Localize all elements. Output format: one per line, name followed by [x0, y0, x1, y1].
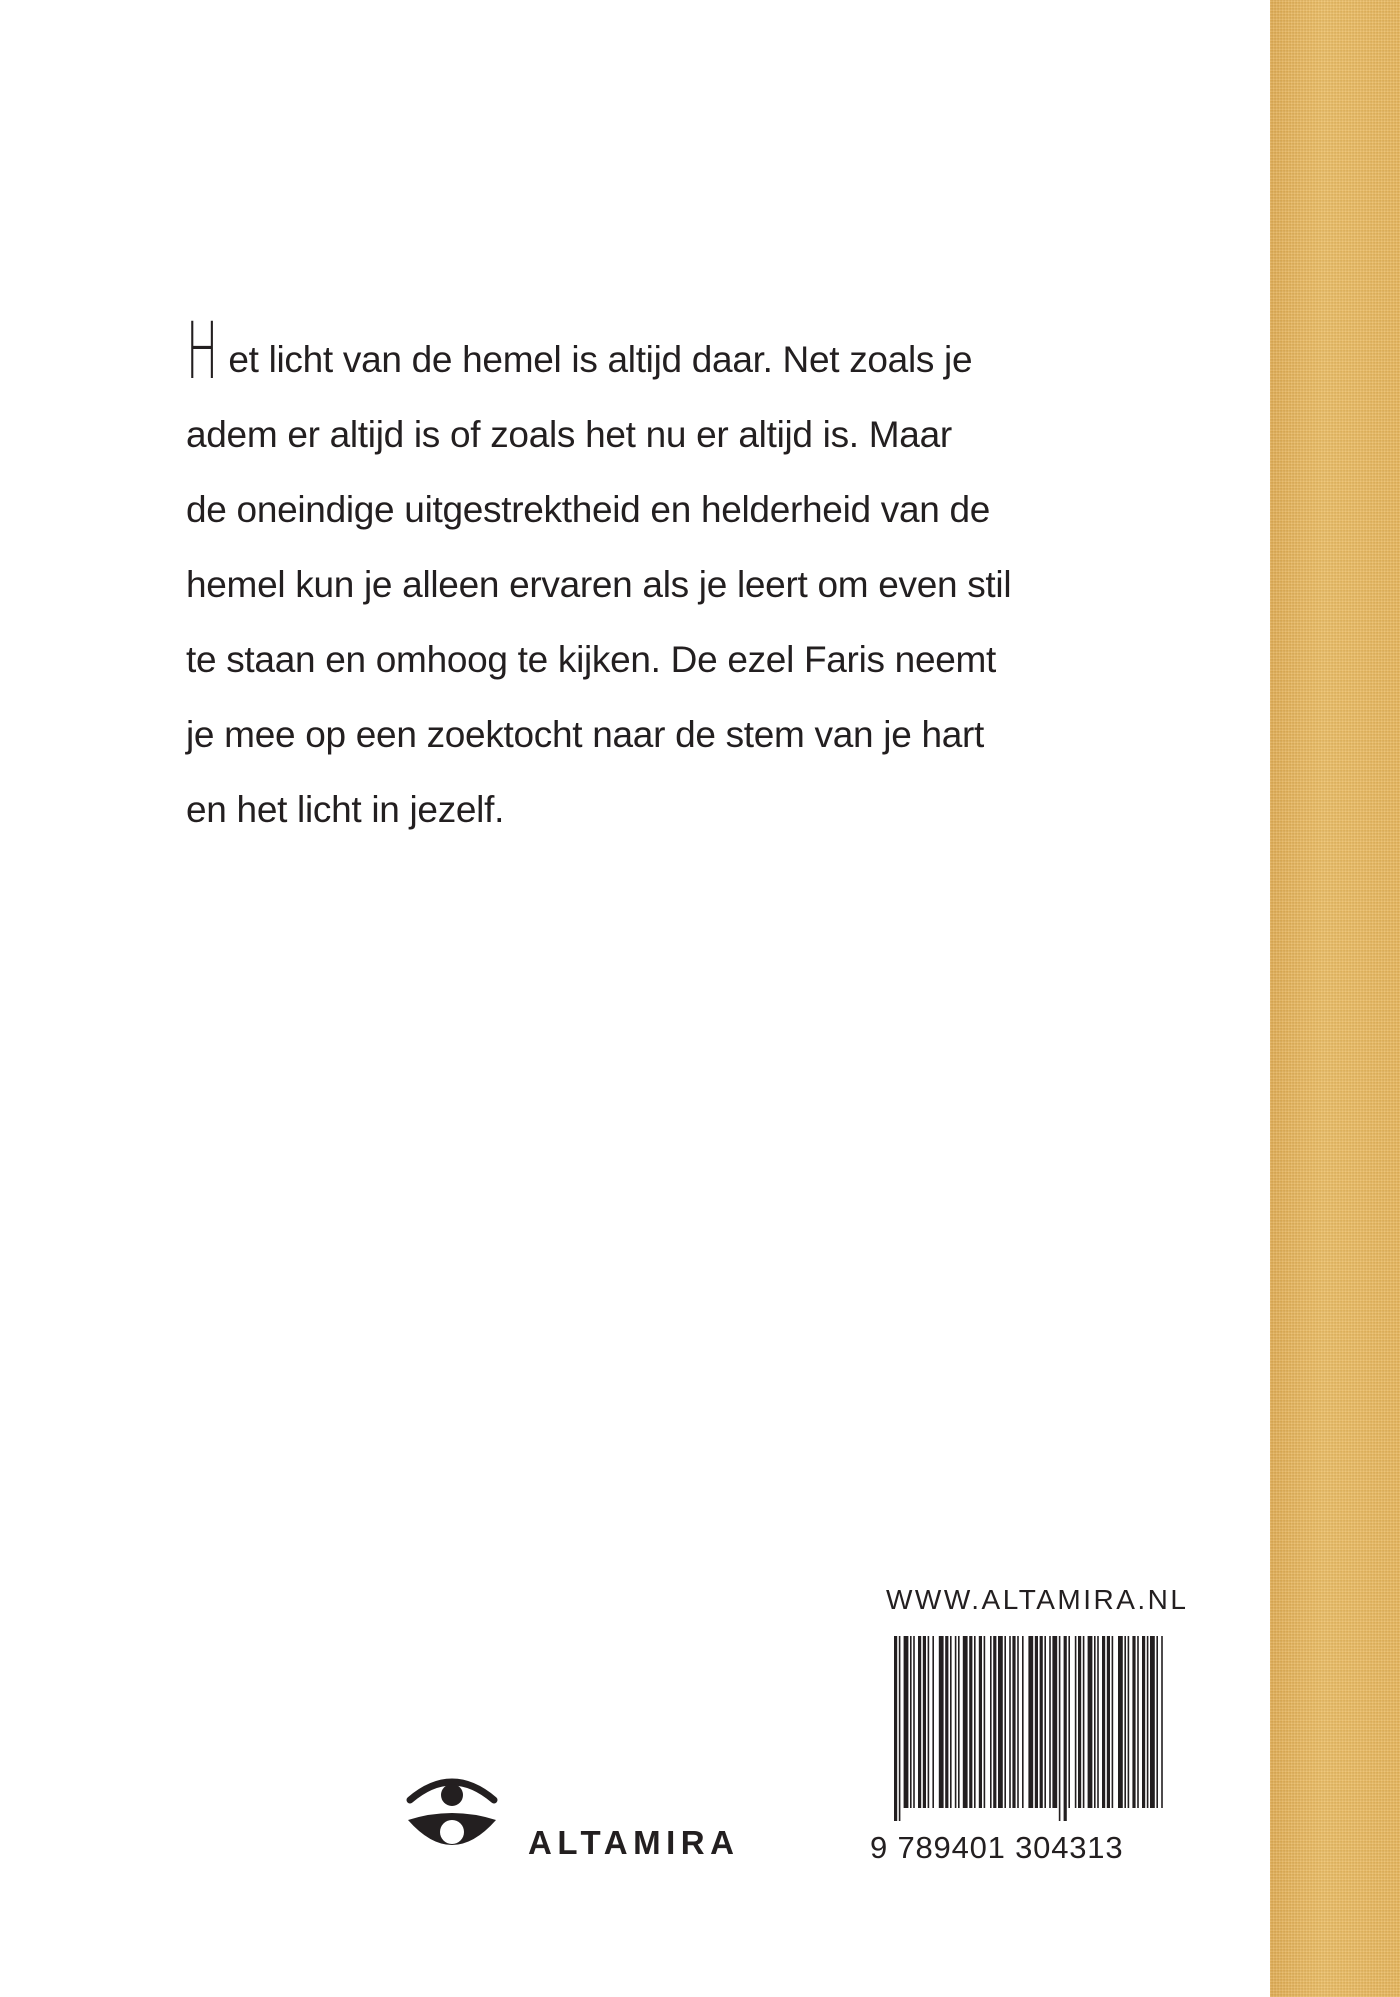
barcode-bar [1142, 1636, 1145, 1808]
eye-figure-icon [402, 1762, 502, 1862]
barcode-bar [1075, 1636, 1077, 1808]
barcode-bar [932, 1636, 934, 1808]
barcode-bar [979, 1636, 982, 1808]
blurb-line: je mee op een zoektocht naar de stem van je hart [186, 714, 985, 755]
blurb-line: te staan en omhoog te kijken. De ezel Faris neemt [186, 639, 997, 680]
barcode-bar [1102, 1636, 1105, 1808]
barcode-bar [1059, 1636, 1061, 1821]
barcode [894, 1636, 1166, 1821]
barcode-bar [1044, 1636, 1046, 1808]
barcode-bar [894, 1636, 897, 1821]
barcode-bar [1022, 1636, 1024, 1808]
barcode-bar [1161, 1636, 1163, 1808]
barcode-bar [1040, 1636, 1043, 1808]
barcode-bar [923, 1636, 926, 1808]
barcode-bar [998, 1636, 1003, 1808]
barcode-bar [1049, 1636, 1051, 1808]
barcode-bar [1150, 1636, 1155, 1808]
barcode-bar [1107, 1636, 1110, 1808]
blurb-line: adem er altijd is of zoals het nu er altijd is. Maar [186, 414, 952, 455]
barcode-bar [1078, 1636, 1081, 1808]
barcode-bar [1028, 1636, 1033, 1808]
drop-cap: H [186, 307, 219, 397]
barcode-bar [1128, 1636, 1130, 1808]
barcode-bar [950, 1636, 952, 1808]
barcode-bar [1009, 1636, 1011, 1808]
barcode-bar [955, 1636, 957, 1808]
barcode-bar [904, 1636, 909, 1808]
barcode-bar [1132, 1636, 1135, 1808]
blurb-line: Het licht van de hemel is altijd daar. Net zoals je [186, 307, 973, 397]
barcode-bar [1017, 1636, 1019, 1808]
barcode-bar [1088, 1636, 1093, 1808]
publisher-website: WWW.ALTAMIRA.NL [886, 1584, 1189, 1615]
barcode-bar [1156, 1636, 1158, 1808]
barcode-bar [918, 1636, 921, 1808]
barcode-bar [939, 1636, 944, 1808]
barcode-bar [1012, 1636, 1015, 1808]
blurb-line: hemel kun je alleen ervaren als je leert om even stil [186, 564, 1012, 605]
barcode-bar [974, 1636, 976, 1808]
barcode-bar [1124, 1636, 1126, 1808]
barcode-bar [945, 1636, 948, 1808]
book-spine [1270, 0, 1400, 1997]
barcode-bar [1097, 1636, 1099, 1808]
barcode-bar [1083, 1636, 1085, 1808]
barcode-bar [963, 1636, 968, 1808]
barcode-bar [1137, 1636, 1139, 1808]
barcode-bar [969, 1636, 972, 1808]
barcode-bar [990, 1636, 992, 1808]
barcode-bar [1112, 1636, 1114, 1808]
barcode-bar [984, 1636, 986, 1808]
barcode-bar [910, 1636, 912, 1808]
barcode-bar [899, 1636, 901, 1821]
blurb-line: de oneindige uitgestrektheid en helderheid van de [186, 489, 991, 530]
barcode-bar [1004, 1636, 1006, 1808]
barcode-bar [1052, 1636, 1057, 1808]
barcode-bar [1147, 1636, 1149, 1808]
barcode-bar [993, 1636, 996, 1808]
barcode-bar [1064, 1636, 1067, 1821]
barcode-bar [1118, 1636, 1123, 1808]
barcode-bar [913, 1636, 915, 1808]
isbn-number: 9 789401 304313 [870, 1830, 1124, 1865]
publisher-name: ALTAMIRA [528, 1824, 740, 1861]
blurb-text [186, 307, 1066, 847]
barcode-bar [1094, 1636, 1096, 1808]
barcode-bar [958, 1636, 960, 1808]
barcode-bar [1068, 1636, 1070, 1808]
barcode-bar [1035, 1636, 1038, 1808]
barcode-bar [928, 1636, 930, 1808]
blurb-line: en het licht in jezelf. [186, 789, 505, 830]
